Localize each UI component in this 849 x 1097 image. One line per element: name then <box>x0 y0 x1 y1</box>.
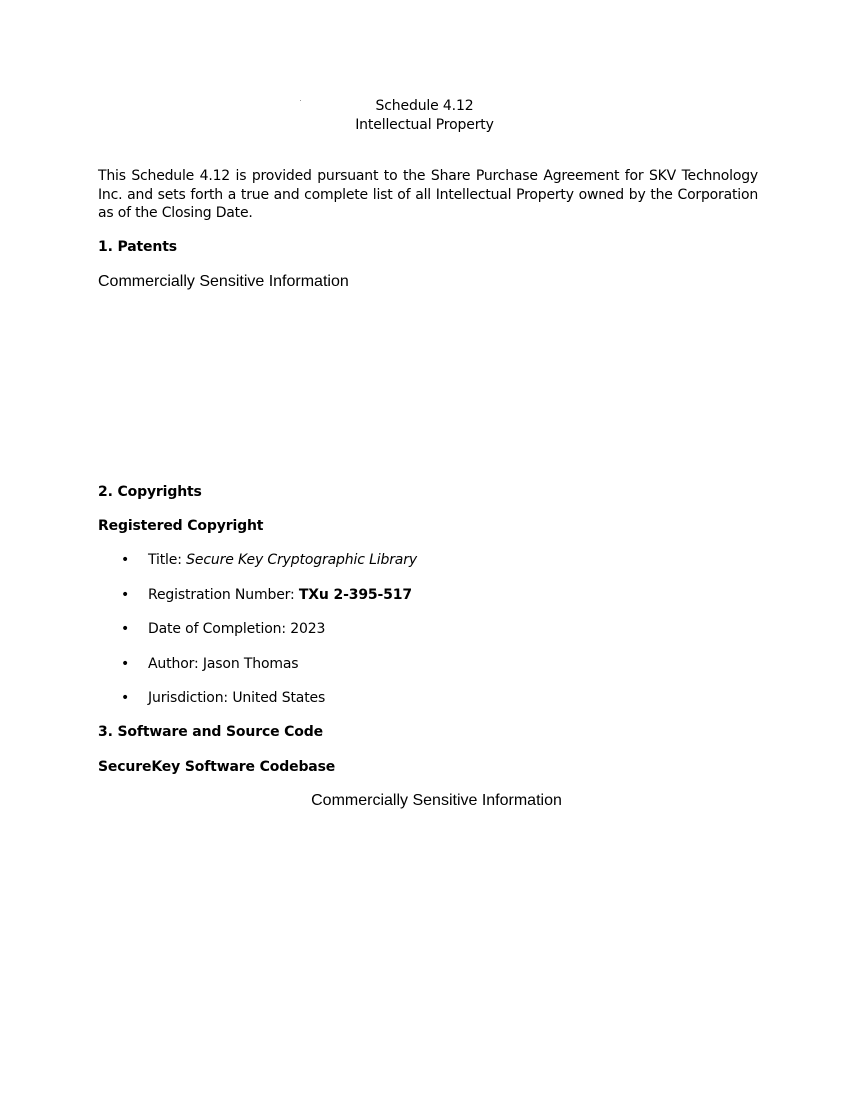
securekey-codebase-subheading: SecureKey Software Codebase <box>98 759 336 775</box>
bullet-icon: • <box>120 621 130 637</box>
patents-redaction-notice: Commercially Sensitive Information <box>98 273 349 290</box>
schedule-subtitle: Intellectual Property <box>355 117 494 133</box>
author-value: Jason Thomas <box>202 655 299 672</box>
bullet-icon: • <box>120 655 130 672</box>
registration-number-value: TXu 2-395-517 <box>298 586 412 603</box>
intro-paragraph: This Schedule 4.12 is provided pursuant to the Share Purchase Agreement for SKV Technology Inc. and sets forth a true and complete list of all Intellectual Property owned by the Corporation as of the Closing Date. <box>98 168 758 221</box>
bullet-icon: • <box>120 552 130 568</box>
software-redaction-notice: Commercially Sensitive Information <box>311 792 562 809</box>
title-value: Secure Key Cryptographic Library <box>186 552 417 568</box>
author-label: Author: <box>148 655 203 672</box>
bullet-icon: • <box>120 690 130 706</box>
bullet-icon: • <box>120 586 130 603</box>
registration-number-label: Registration Number: <box>148 586 299 603</box>
copyrights-heading: 2. Copyrights <box>98 484 202 500</box>
date-of-completion-label: Date of Completion: <box>148 621 291 637</box>
patents-heading: 1. Patents <box>98 239 177 255</box>
jurisdiction-value: United States <box>232 690 326 706</box>
registered-copyright-subheading: Registered Copyright <box>98 518 264 534</box>
jurisdiction-label: Jurisdiction: <box>148 690 233 706</box>
schedule-title: Schedule 4.12 <box>375 98 474 114</box>
date-of-completion-value: 2023 <box>290 621 326 637</box>
title-label: Title: <box>148 552 187 568</box>
software-heading: 3. Software and Source Code <box>98 724 323 740</box>
